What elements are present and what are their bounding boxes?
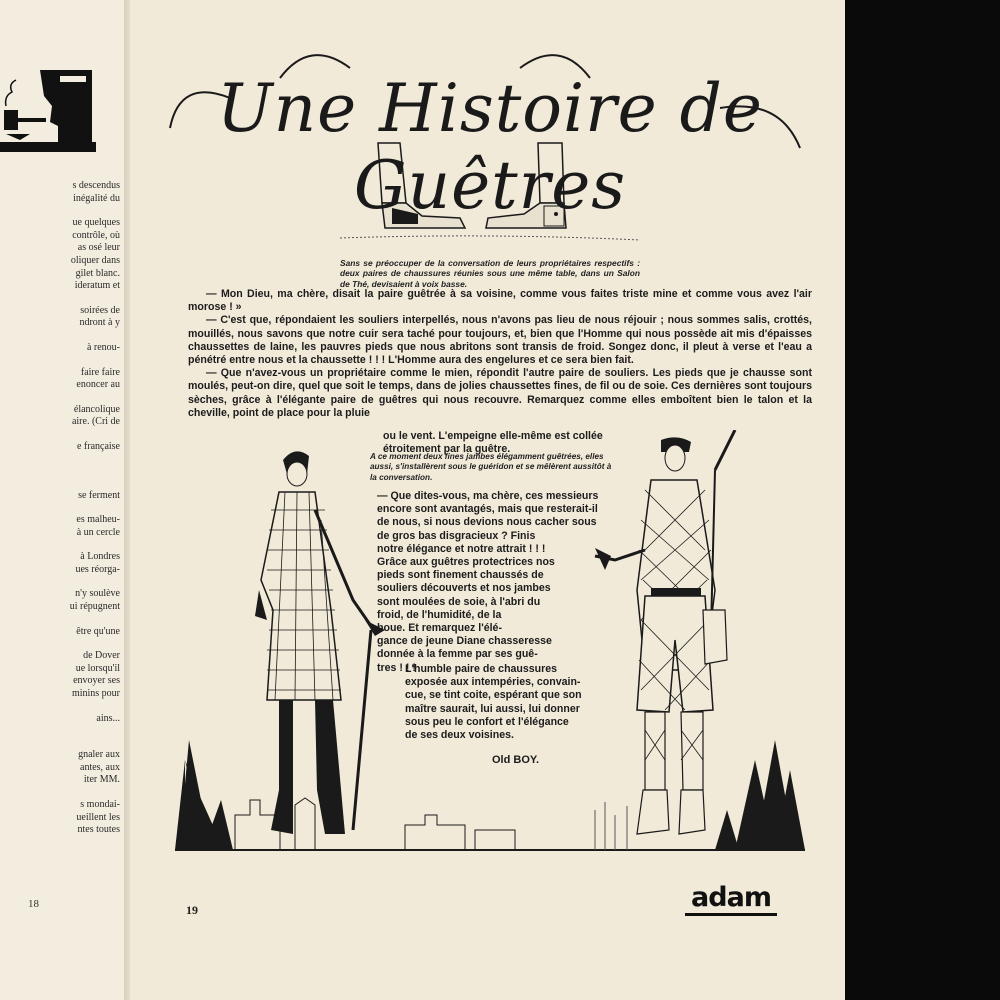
left-column-line: être qu'une [76,625,120,637]
left-column-line: es malheu- [76,514,120,526]
left-column-text [0,180,120,837]
dialogue-line: Grâce aux guêtres protectrices nos [377,556,555,569]
dialogue-line: pieds sont finement chaussés de [377,569,544,582]
closing-line: maître saurait, lui aussi, lui donner [405,702,580,715]
left-page [0,0,126,1000]
paragraph-3: — Que n'avez-vous un propriétaire comme le mien, répondit l'autre paire de souliers. Les pieds que je chausse sont moulés, peut-on dire, quel que soit le temps, dans de jolies chaussettes fines, de fil ou de soie. Ces dernières sont toujours sèches, grâce à l'élégante paire de guêtres qui nous recouvre. Remarquez comme elles emboîtent bien le talon et la cheville, point de place pour la pluie [188,367,812,419]
left-column-line: à un cercle [76,526,120,538]
dialogue-line: sont moulées de soie, à l'abri du [377,595,541,608]
right-page-number: 19 [186,903,198,917]
left-column-line: n'y soulève [75,588,120,600]
closing-column [405,663,620,742]
closing-line: cue, se tint coite, espérant que son [405,689,582,702]
left-column-line [0,466,120,478]
left-column-line: à renou- [86,341,120,353]
left-column-line: ues réorga- [75,563,120,575]
left-column-line: as osé leur [77,242,120,254]
left-column-line: s mondai- [80,799,120,810]
left-column-line [0,454,120,466]
left-column-line: de Dover [83,650,120,662]
dialogue-line: froid, de l'humidité, de la [377,608,502,621]
left-page-number: 18 [28,898,39,910]
narrow-line-1: ou le vent. L'empeigne elle-même est collée [383,430,603,442]
left-column-line: enoncer au [76,379,120,391]
left-column-line: oliquer dans [70,254,120,266]
dialogue-line: donnée à la femme par ses guê- [377,648,538,661]
closing-line: sous peu le confort et l'élégance [405,715,569,728]
dialogue-line: — Que dites-vous, ma chère, ces messieurs [377,490,599,502]
left-column-line [0,539,120,551]
left-column-line: minins pour [71,688,120,700]
dialogue-line: encore sont avantagés, mais que resterait-il [377,503,598,516]
left-column-line: ueillent les [76,811,120,823]
paragraph-2: — C'est que, répondaient les souliers interpellés, nous n'avons pas lieu de nous réjouir ; nous sommes salis, crottés, mouillés, nous savons que notre cuir sera taché pour toujours, et, bien que l'Homme qui nous possède ait mis d'épaisses chaussettes de laine, les pauvres pieds que nous abritons sont transis de froid. Songez donc, il pleut à verse et l'eau a pénétré entre nous et la chaussette ! ! ! L'Homme aura des engelures et ce sera bien fait. [188,314,812,367]
left-column-line: à Londres [80,551,120,563]
left-column-line [0,614,120,626]
dialogue-line: souliers découverts et nos jambes [377,582,551,595]
left-column-line: ntes toutes [77,824,120,836]
dialogue-line: boue. Et remarquez l'élé- [377,622,502,635]
left-column-line: s descendus [72,180,120,191]
left-column-line [0,478,120,490]
left-column-line: e française [76,440,120,452]
left-column-line: gilet blanc. [75,267,120,279]
left-column-line: soirées de [80,304,120,316]
article-title: Une Histoire de Guêtres [217,70,763,224]
left-column-line [0,330,120,342]
dialogue-line: tres ! ! ! [377,661,416,674]
left-column-line [0,737,120,749]
dialogue-line: gance de jeune Diane chasseresse [377,635,552,648]
left-column-line: envoyer ses [73,675,120,687]
closing-line: exposée aux intempéries, convain- [405,676,581,689]
left-column-line [0,293,120,305]
intro-caption: Sans se préoccuper de la conversation de leurs propriétaires respectifs : deux paires de chaussures réunies sous une même table, dans un Salon de Thé, devisaient à voix basse. [340,258,640,289]
left-column-line [0,638,120,650]
left-column-line [0,725,120,737]
signature: Old BOY. [492,754,540,766]
left-column-line: ue quelques [72,217,120,229]
left-column-line [0,701,120,713]
left-column-line: élancolique [73,403,120,415]
left-column-line: ains... [96,712,120,724]
dialogue-line: de nous, si nous devions nous cacher sous [377,516,597,529]
left-column-line: aire. (Cri de [71,416,120,428]
left-column-line: gnaler aux [78,749,120,761]
pipe-smoker-illustration [0,66,96,154]
left-column-line [0,787,120,799]
left-column-line: contrôle, où [72,229,120,241]
left-column-line [0,205,120,217]
dialogue-column [377,490,597,675]
left-column-line: inégalité du [73,192,120,204]
left-column-line: faire faire [80,366,120,378]
left-column-line: ideratum et [74,280,120,292]
left-column-line: iter MM. [83,774,120,786]
left-column-line [0,502,120,514]
paragraph-1: — Mon Dieu, ma chère, disait la paire guêtrée à sa voisine, comme vous faites triste mine et comme vous avez l'air morose ! » [188,288,812,314]
left-column-line [0,429,120,441]
closing-line: L'humble paire de chaussures [405,663,558,675]
left-column-line [0,392,120,404]
left-column-line [0,576,120,588]
narrow-line-2: étroitement par la guêtre. [383,443,511,456]
left-column-line: ndront à y [79,317,120,329]
left-column-line [0,355,120,367]
dialogue-line: notre élégance et notre attrait ! ! ! [377,542,546,555]
left-column-line: ue lorsqu'il [75,662,120,674]
aside-caption: A ce moment deux fines jambes élégamment guêtrées, elles aussi, s'installèrent sous le guéridon et se mêlèrent aussitôt à la conversation. [370,452,612,482]
logo-underline [685,913,777,916]
left-column-line: se ferment [78,489,120,501]
closing-line: de ses deux voisines. [405,729,514,742]
left-column-line: antes, aux [80,761,120,773]
article-body [188,288,812,420]
dialogue-line: de gros bas disgracieux ? Finis [377,529,536,542]
left-column-line: ui répugnent [69,601,120,613]
adam-logo: adam [691,882,771,913]
